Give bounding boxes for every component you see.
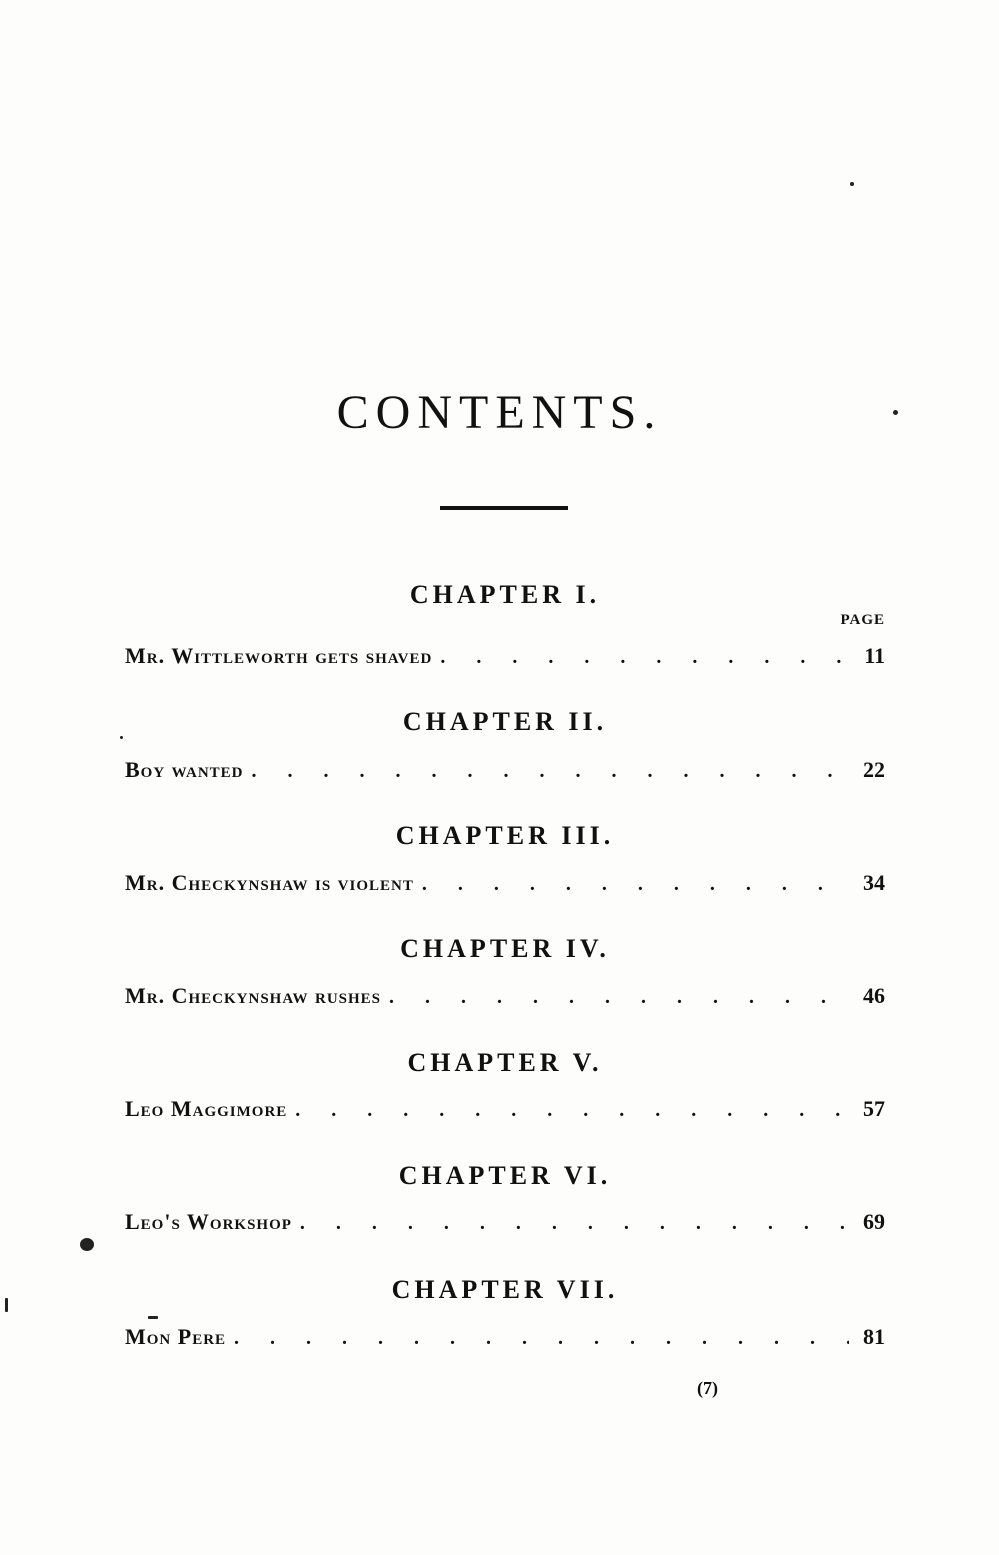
toc-entry-1[interactable] (125, 643, 885, 673)
dot-leader (389, 986, 849, 1009)
toc-entry-title: Leo Maggimore (125, 1096, 288, 1121)
toc-entry-page: 81 (863, 1324, 885, 1349)
ink-speck (120, 736, 123, 739)
toc-entry-6[interactable] (125, 1209, 885, 1239)
ink-speck (148, 1316, 158, 1319)
contents-title: CONTENTS. (336, 386, 663, 439)
toc-entry-page: 69 (863, 1209, 885, 1234)
chapter-heading-2: CHAPTER II. (402, 707, 608, 736)
edge-mark (5, 1298, 8, 1312)
toc-entry-title: Boy wanted (125, 757, 244, 782)
toc-entry-3[interactable] (125, 870, 885, 900)
toc-entry-page: 22 (863, 757, 885, 782)
chapter-heading-3: CHAPTER III. (395, 821, 615, 850)
dot-leader (422, 873, 849, 896)
page-folio: (7) (697, 1378, 718, 1398)
toc-entry-5[interactable] (125, 1096, 885, 1126)
toc-entry-page: 34 (863, 870, 885, 895)
toc-entry-page: 57 (863, 1096, 885, 1121)
toc-entry-page: 46 (863, 983, 885, 1008)
ink-speck (850, 182, 854, 186)
dot-leader (440, 646, 849, 669)
chapter-heading-6: CHAPTER VI. (398, 1161, 612, 1190)
dot-leader (234, 1327, 849, 1350)
toc-entry-title: Mr. Wittleworth gets shaved (125, 643, 433, 668)
toc-entry-2[interactable] (125, 757, 885, 787)
toc-entry-title: Mon Pere (125, 1324, 227, 1349)
toc-entry-4[interactable] (125, 983, 885, 1013)
toc-entry-title: Mr. Checkynshaw is violent (125, 870, 414, 895)
chapter-heading-4: CHAPTER IV. (400, 934, 610, 963)
chapter-heading-7: CHAPTER VII. (391, 1275, 619, 1304)
dot-leader (252, 760, 849, 783)
toc-entry-title: Mr. Checkynshaw rushes (125, 983, 382, 1008)
chapter-heading-1: CHAPTER I. (409, 580, 601, 609)
title-rule (440, 506, 568, 510)
toc-entry-title: Leo's Workshop (125, 1209, 292, 1234)
dot-leader (300, 1212, 849, 1235)
chapter-heading-5: CHAPTER V. (407, 1048, 603, 1077)
ink-speck (893, 410, 898, 415)
toc-entry-page: 11 (864, 643, 885, 668)
page-column-label: PAGE (840, 612, 885, 628)
toc-entry-7[interactable] (125, 1324, 885, 1354)
dot-leader (295, 1099, 849, 1122)
ink-blot (80, 1238, 94, 1251)
